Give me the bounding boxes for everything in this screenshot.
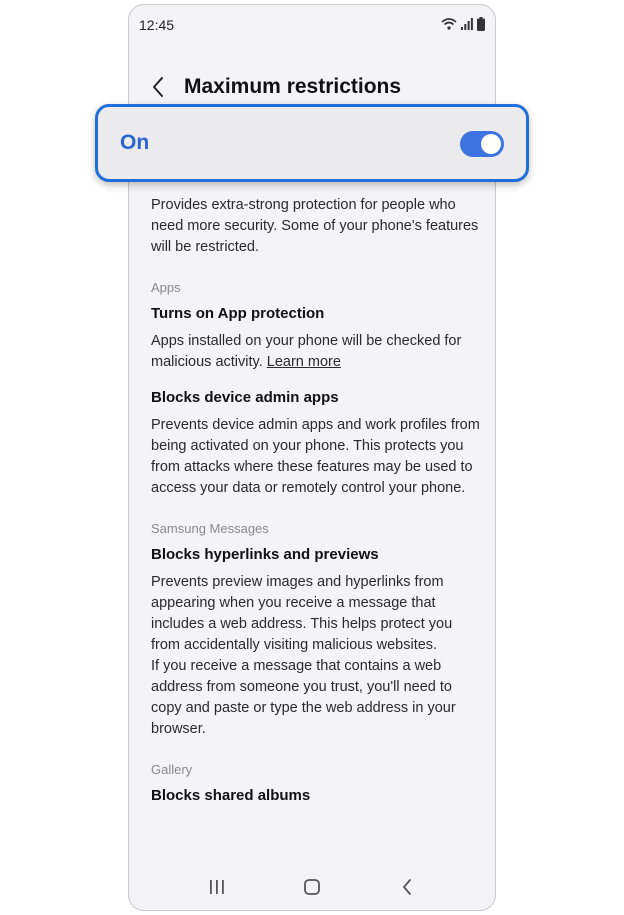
signal-icon	[461, 18, 473, 30]
home-button[interactable]	[297, 872, 327, 902]
toggle-card[interactable]	[95, 104, 529, 182]
item-text-hyperlinks-b: If you receive a message that contains a web address from someone you trust, you'll need to copy and paste or type the web address in your browser.	[151, 658, 456, 737]
page-title: Maximum restrictions	[184, 75, 402, 98]
learn-more-link[interactable]: Learn more	[266, 354, 341, 370]
section-label-apps: Apps	[151, 280, 181, 295]
back-nav-button[interactable]	[392, 872, 422, 902]
app-protection-text: Apps installed on your phone will be checked for malicious activity.	[151, 333, 462, 370]
item-title-shared-albums: Blocks shared albums	[151, 787, 311, 804]
battery-icon	[477, 17, 485, 31]
toggle-switch[interactable]	[460, 131, 504, 157]
back-nav-icon	[400, 878, 414, 896]
toggle-label: On	[120, 131, 150, 154]
item-text-device-admin: Prevents device admin apps and work profiles from being activated on your phone. This protects you from attacks where these features may be used to access your data or remotely control your phone.	[151, 417, 480, 496]
section-label-messages: Samsung Messages	[151, 521, 269, 536]
section-label-gallery: Gallery	[151, 762, 193, 777]
back-arrow-icon[interactable]	[147, 75, 171, 99]
status-time: 12:45	[139, 17, 175, 33]
status-icons	[441, 17, 485, 31]
wifi-icon	[441, 18, 457, 30]
status-bar	[129, 5, 495, 45]
navigation-bar	[129, 864, 495, 910]
item-title-hyperlinks: Blocks hyperlinks and previews	[151, 546, 379, 563]
item-text-app-protection	[151, 331, 481, 373]
toggle-knob	[481, 134, 501, 154]
intro-text: Provides extra-strong protection for people who need more security. Some of your phone's features will be restricted.	[151, 197, 479, 255]
home-icon	[303, 878, 321, 896]
recent-apps-button[interactable]	[202, 872, 232, 902]
recent-apps-icon	[208, 879, 226, 895]
content-area	[151, 195, 481, 804]
item-text-hyperlinks-a: Prevents preview images and hyperlinks from appearing when you receive a message that includes a web address. This helps protect you from accidentally visiting malicious websites.	[151, 574, 453, 653]
item-title-app-protection: Turns on App protection	[151, 305, 325, 322]
item-title-device-admin: Blocks device admin apps	[151, 389, 339, 406]
app-header	[129, 69, 495, 109]
